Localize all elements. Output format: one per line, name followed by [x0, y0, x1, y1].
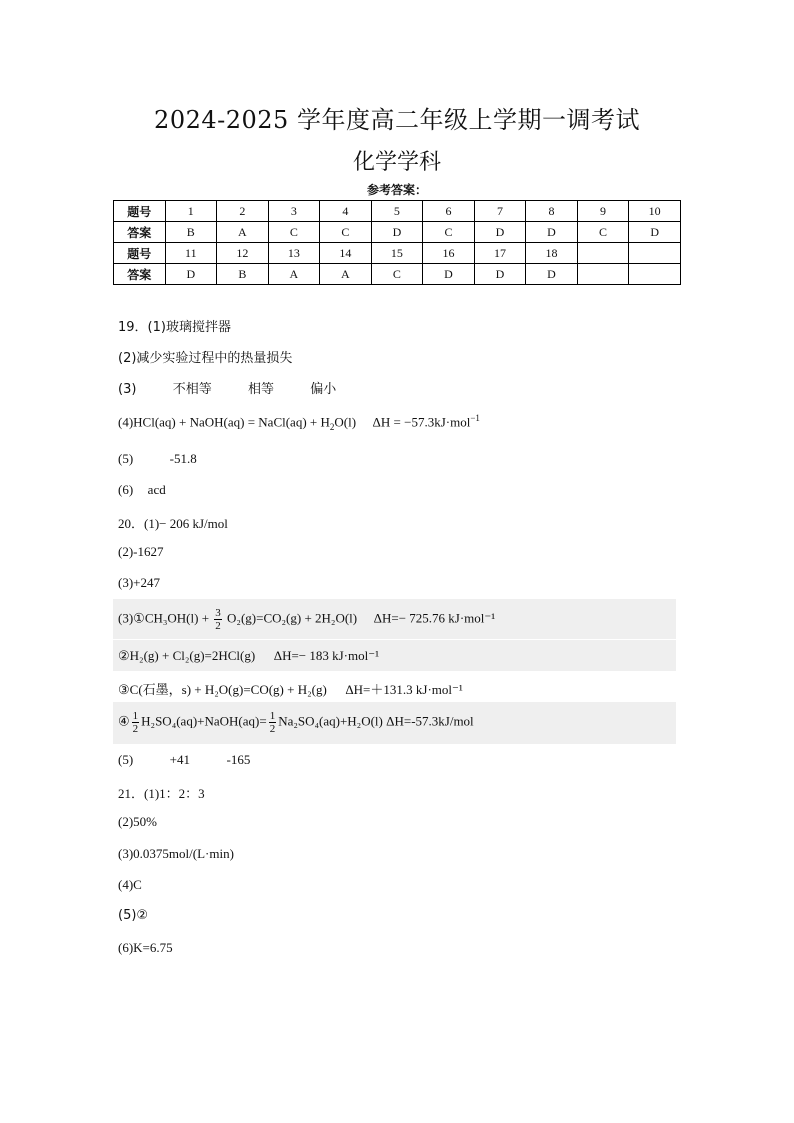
table-cell: 4 — [320, 201, 372, 222]
fraction-numerator: 3 — [215, 607, 221, 619]
table-row — [114, 243, 681, 264]
table-cell: B — [217, 264, 269, 285]
q20-eq3: ③C(石墨，s) + H₂O(g)=CO(g) + H₂(g) — [118, 682, 327, 697]
q20-equation-2 — [118, 648, 379, 664]
q19-4-enthalpy: ΔH = −57.3kJ·mol — [372, 414, 471, 430]
table-cell: D — [474, 264, 526, 285]
q19-5-value: -51.8 — [169, 451, 197, 466]
table-cell: A — [268, 264, 320, 285]
q19-6-value: acd — [147, 482, 166, 497]
table-cell: 18 — [526, 243, 578, 264]
table-cell: 5 — [371, 201, 423, 222]
table-cell: 6 — [423, 201, 475, 222]
table-cell: C — [320, 222, 372, 243]
q19-6-num: (6) — [118, 482, 134, 497]
q20-eq4-right: Na₂SO₄(aq)+H₂O(l) ΔH=-57.3kJ/mol — [278, 713, 474, 729]
table-cell — [629, 243, 681, 264]
fraction-numerator: 1 — [132, 710, 139, 722]
q21-line-3: (3)0.0375mol/(L·min) — [118, 846, 234, 861]
q21-line-5: (5)② — [118, 908, 149, 923]
table-cell: C — [268, 222, 320, 243]
table-cell: 15 — [371, 243, 423, 264]
table-cell — [629, 264, 681, 285]
q19-3-num: (3) — [118, 382, 137, 397]
table-cell: D — [629, 222, 681, 243]
q19-line-4: (4)HCl(aq) + NaOH(aq) = NaCl(aq) + $H_2O(l) \Delta H = -57.3kJ\cdot mol^{-1}$ — [118, 413, 480, 432]
q20-eq2-enthalpy: ΔH=− 183 kJ·mol⁻¹ — [273, 648, 379, 663]
table-cell — [577, 264, 629, 285]
fraction — [132, 710, 140, 735]
table-cell: B — [165, 222, 217, 243]
table-cell: A — [320, 264, 372, 285]
table-cell: 14 — [320, 243, 372, 264]
table-cell: 3 — [268, 201, 320, 222]
table-cell: 16 — [423, 243, 475, 264]
table-cell: 10 — [629, 201, 681, 222]
table-cell: 1 — [165, 201, 217, 222]
fraction-denominator: 2 — [269, 723, 276, 735]
q20-equation-3 — [118, 679, 463, 698]
fraction-denominator: 2 — [132, 723, 139, 735]
q20-eq3-enthalpy: ΔH=＋131.3 kJ·mol⁻¹ — [345, 682, 463, 697]
row-header: 答案 — [114, 222, 166, 243]
table-cell: D — [526, 264, 578, 285]
q19-line-5 — [118, 451, 197, 467]
table-row — [114, 222, 681, 243]
table-cell: C — [371, 264, 423, 285]
table-cell: 8 — [526, 201, 578, 222]
q20-eq1-enthalpy: ΔH=− 725.76 kJ·mol⁻¹ — [373, 610, 496, 626]
table-row — [114, 264, 681, 285]
q19-line-6 — [118, 482, 166, 498]
q20-line-3: (3)+247 — [118, 575, 160, 590]
fraction-numerator: 1 — [269, 710, 276, 722]
q19-5-num: (5) — [118, 451, 134, 466]
answer-table — [113, 200, 681, 285]
row-header: 题号 — [114, 201, 166, 222]
table-cell: D — [474, 222, 526, 243]
table-cell: 11 — [165, 243, 217, 264]
row-header: 题号 — [114, 243, 166, 264]
table-row — [114, 201, 681, 222]
q20-eq1-left: (3)①CH₃OH(l) + — [118, 610, 210, 626]
fraction — [269, 710, 277, 735]
q21-line-6: (6)K=6.75 — [118, 940, 173, 955]
table-cell: 2 — [217, 201, 269, 222]
q20-equation-1 — [118, 607, 495, 632]
q20-line-1: 20．(1)− 206 kJ/mol — [118, 516, 228, 531]
fraction — [214, 607, 222, 632]
q19-line-1: 19．(1)玻璃搅拌器 — [118, 320, 231, 335]
table-cell: A — [217, 222, 269, 243]
table-cell: 13 — [268, 243, 320, 264]
table-cell: D — [371, 222, 423, 243]
q20-eq2: ②H₂(g) + Cl₂(g)=2HCl(g) — [118, 648, 256, 663]
q19-line-3 — [118, 378, 336, 397]
q20-eq4-marker: ④ — [118, 713, 130, 729]
q19-4-equation-tail: O(l) — [334, 414, 357, 430]
table-cell: 9 — [577, 201, 629, 222]
table-cell: 7 — [474, 201, 526, 222]
q21-line-2: (2)50% — [118, 814, 157, 829]
q20-line-5 — [118, 752, 250, 768]
q20-5-value-b: -165 — [226, 752, 251, 767]
table-cell: C — [577, 222, 629, 243]
q21-line-1: 21．(1)1：2：3 — [118, 786, 205, 801]
table-cell: 12 — [217, 243, 269, 264]
q20-line-2: (2)-1627 — [118, 544, 164, 559]
exam-title: 2024-2025 学年度高二年级上学期一调考试 — [154, 106, 640, 134]
q19-3-answer-a: 不相等 — [172, 382, 212, 397]
table-cell: D — [423, 264, 475, 285]
reference-answers-label: 参考答案： — [366, 183, 427, 197]
q20-eq4-left: H₂SO₄(aq)+NaOH(aq)= — [141, 713, 267, 729]
q19-line-2: (2)减少实验过程中的热量损失 — [118, 351, 293, 366]
table-cell: D — [165, 264, 217, 285]
q21-line-4: (4)C — [118, 877, 142, 892]
table-cell: C — [423, 222, 475, 243]
q19-3-answer-b: 相等 — [248, 382, 275, 397]
subject-title: 化学学科 — [352, 150, 441, 175]
row-header: 答案 — [114, 264, 166, 285]
q19-3-answer-c: 偏小 — [310, 382, 337, 397]
q20-5-num: (5) — [118, 752, 134, 767]
fraction-denominator: 2 — [215, 620, 221, 632]
table-cell: 17 — [474, 243, 526, 264]
q20-equation-4 — [118, 710, 474, 735]
table-cell — [577, 243, 629, 264]
table-cell: D — [526, 222, 578, 243]
q20-5-value-a: +41 — [169, 752, 191, 767]
q19-4-equation: (4)HCl(aq) + NaOH(aq) = NaCl(aq) + H — [118, 414, 330, 430]
q20-eq1-right: O₂(g)=CO₂(g) + 2H₂O(l) — [227, 610, 358, 626]
